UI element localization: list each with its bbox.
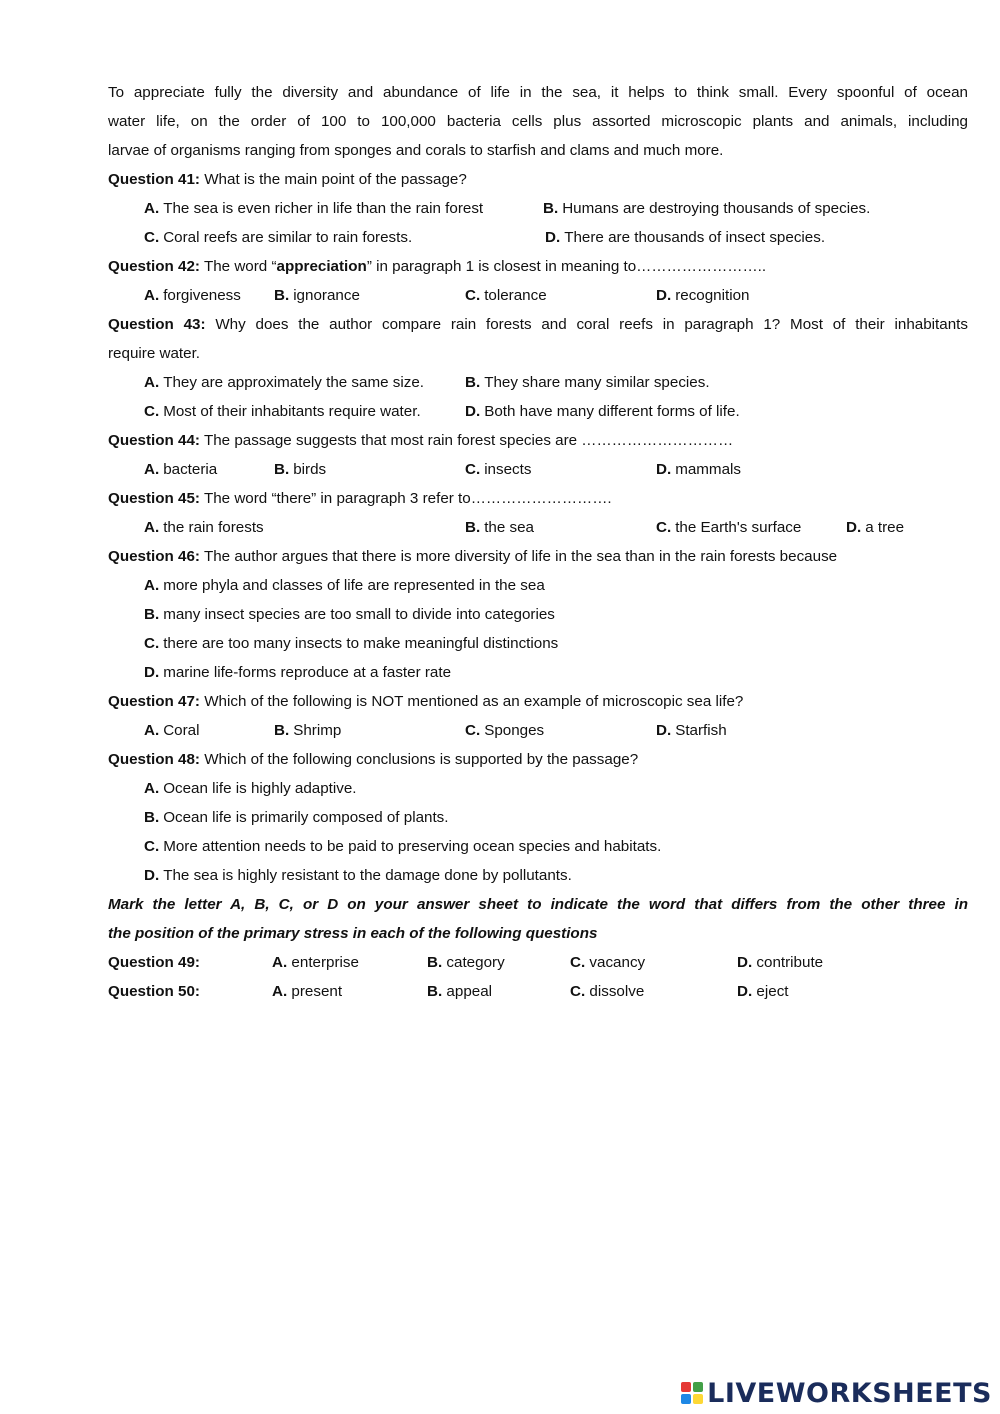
passage-line: water life, on the order of 100 to 100,000 bacteria cells plus assorted microscopic plants and animals, including (108, 113, 968, 130)
question-46 (108, 542, 968, 687)
option-a[interactable]: A. bacteria (144, 461, 218, 478)
question-43 (108, 310, 968, 426)
options-row (108, 281, 968, 310)
option-b[interactable]: B. appeal (427, 983, 493, 1000)
passage-line: To appreciate fully the diversity and abundance of life in the sea, it helps to think small. Every spoonful of ocean (108, 84, 968, 101)
passage-line: larvae of organisms ranging from sponges and corals to starfish and clams and much more. (108, 142, 724, 159)
question-49 (108, 948, 968, 977)
option-a[interactable]: A. They are approximately the same size. (144, 374, 425, 391)
option-c[interactable]: C. there are too many insects to make meaningful distinctions (144, 635, 559, 652)
question-stem: Question 48: Which of the following conclusions is supported by the passage? (108, 751, 639, 768)
question-50 (108, 977, 968, 1006)
question-47 (108, 687, 968, 745)
question-45 (108, 484, 968, 542)
option-b[interactable]: B. the sea (465, 519, 535, 536)
options-row (108, 716, 968, 745)
option-a[interactable]: A. Ocean life is highly adaptive. (144, 780, 357, 797)
question-label: Question 49: (108, 954, 200, 971)
question-stem: Question 46: The author argues that there is more diversity of life in the sea than in the rain forests because (108, 548, 838, 565)
question-stem-cont: require water. (108, 345, 201, 362)
option-b[interactable]: B. Ocean life is primarily composed of plants. (144, 809, 449, 826)
option-a[interactable]: A. forgiveness (144, 287, 241, 304)
option-d[interactable]: D. The sea is highly resistant to the damage done by pollutants. (144, 867, 572, 884)
question-stem: Question 47: Which of the following is NOT mentioned as an example of microscopic sea life? (108, 693, 744, 710)
question-stem: Question 42: The word “appreciation” in paragraph 1 is closest in meaning to…………………….. (108, 258, 767, 275)
option-c[interactable]: C. insects (465, 461, 532, 478)
question-stem (108, 165, 968, 194)
question-41 (108, 165, 968, 252)
option-c[interactable]: C. vacancy (570, 954, 646, 971)
question-label: Question 42: (108, 258, 200, 275)
option-d[interactable]: D. marine life-forms reproduce at a faster rate (144, 664, 452, 681)
section-instruction: the position of the primary stress in each of the following questions (108, 925, 598, 942)
question-label: Question 45: (108, 490, 200, 507)
options-row (108, 513, 968, 542)
question-label: Question 43: (108, 316, 206, 333)
options-row (108, 629, 968, 658)
question-stem: Question 43: Why does the author compare rain forests and coral reefs in paragraph 1? Most of their inhabitants (108, 316, 968, 333)
question-stem: Question 45: The word “there” in paragraph 3 refer to………………………. (108, 490, 612, 507)
option-c[interactable]: C. Coral reefs are similar to rain forests. (144, 229, 413, 246)
option-d[interactable]: D. eject (737, 983, 789, 1000)
options-row (108, 223, 968, 252)
options-row (108, 658, 968, 687)
liveworksheets-logo-text: LIVEWORKSHEETS (707, 1377, 992, 1409)
option-c[interactable]: C. tolerance (465, 287, 547, 304)
question-44 (108, 426, 968, 484)
option-a[interactable]: A. Coral (144, 722, 200, 739)
option-a[interactable]: A. more phyla and classes of life are represented in the sea (144, 577, 545, 594)
option-b[interactable]: B. Humans are destroying thousands of species. (543, 200, 871, 217)
option-d[interactable]: D. mammals (656, 461, 742, 478)
options-row (108, 774, 968, 803)
options-row (108, 397, 968, 426)
option-d[interactable]: D. a tree (846, 519, 905, 536)
option-b[interactable]: B. many insect species are too small to divide into categories (144, 606, 555, 623)
option-d[interactable]: D. contribute (737, 954, 824, 971)
question-label: Question 48: (108, 751, 200, 768)
option-b[interactable]: B. birds (274, 461, 327, 478)
option-b[interactable]: B. Shrimp (274, 722, 342, 739)
option-c[interactable]: C. the Earth's surface (656, 519, 802, 536)
options-row (108, 571, 968, 600)
question-label: Question 41: (108, 171, 200, 188)
question-label: Question 47: (108, 693, 200, 710)
liveworksheets-logo[interactable] (681, 1378, 992, 1408)
reading-passage (108, 78, 968, 165)
question-stem: Question 44: The passage suggests that most rain forest species are ………………………… (108, 432, 734, 449)
question-label: Question 44: (108, 432, 200, 449)
options-row (108, 861, 968, 890)
question-text: What is the main point of the passage? (200, 171, 467, 188)
option-c[interactable]: C. More attention needs to be paid to preserving ocean species and habitats. (144, 838, 662, 855)
option-c[interactable]: C. Most of their inhabitants require water. (144, 403, 421, 420)
options-row (108, 832, 968, 861)
option-a[interactable]: A. enterprise (272, 954, 359, 971)
option-a[interactable]: A. the rain forests (144, 519, 264, 536)
options-row (108, 194, 968, 223)
liveworksheets-logo-icon (681, 1382, 703, 1404)
question-label: Question 46: (108, 548, 200, 565)
option-b[interactable]: B. category (427, 954, 505, 971)
option-c[interactable]: C. Sponges (465, 722, 545, 739)
question-42 (108, 252, 968, 310)
option-b[interactable]: B. ignorance (274, 287, 360, 304)
options-row (108, 455, 968, 484)
option-b[interactable]: B. They share many similar species. (465, 374, 710, 391)
option-a[interactable]: A. The sea is even richer in life than the rain forest (144, 200, 484, 217)
options-row (108, 803, 968, 832)
question-48 (108, 745, 968, 890)
option-d[interactable]: D. recognition (656, 287, 750, 304)
option-a[interactable]: A. present (272, 983, 343, 1000)
highlighted-word: appreciation (276, 258, 367, 275)
options-row (108, 368, 968, 397)
option-d[interactable]: D. Both have many different forms of life. (465, 403, 740, 420)
option-c[interactable]: C. dissolve (570, 983, 645, 1000)
option-d[interactable]: D. There are thousands of insect species. (545, 229, 826, 246)
section-instruction: Mark the letter A, B, C, or D on your answer sheet to indicate the word that differs from the other three in (108, 896, 968, 913)
question-label: Question 50: (108, 983, 200, 1000)
worksheet-page (108, 78, 968, 1006)
option-d[interactable]: D. Starfish (656, 722, 727, 739)
options-row (108, 600, 968, 629)
